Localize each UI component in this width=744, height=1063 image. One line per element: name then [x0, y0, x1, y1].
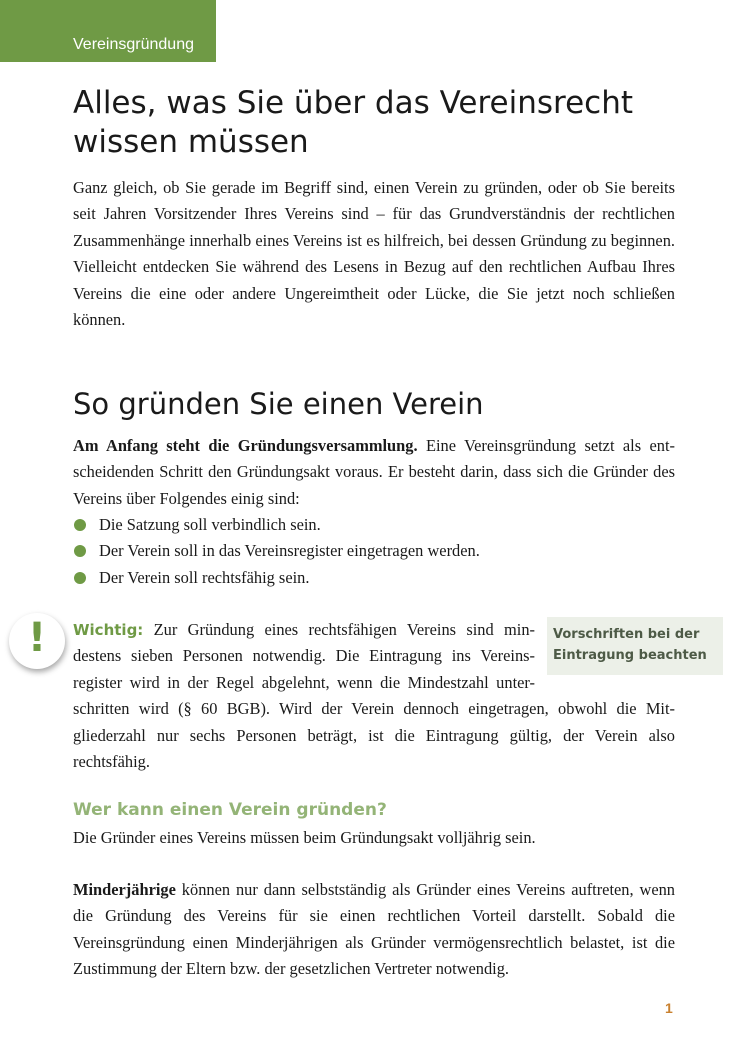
minors-paragraph	[73, 877, 675, 983]
page-title: Alles, was Sie über das Vereinsrecht wissen müssen	[73, 85, 634, 160]
bullet-dot-icon	[74, 545, 86, 557]
important-line: rechtsfähig.	[73, 752, 150, 772]
founding-lead: Am Anfang steht die Gründungsversammlung.	[73, 436, 418, 455]
important-line: schritten wird (§ 60 BGB). Wird der Verein dennoch eingetragen, obwohl die Mit-	[73, 699, 675, 719]
founders-paragraph: Die Gründer eines Vereins müssen beim Gründungsakt volljährig sein.	[73, 828, 536, 847]
list-item	[73, 565, 480, 591]
minors-lead: Minderjährige	[73, 880, 176, 899]
margin-note-line: Vorschriften bei der	[553, 627, 700, 642]
important-line: gliederzahl nur sechs Personen beträgt, ist die Eintragung gültig, der Verein also	[73, 725, 675, 745]
intro-paragraph: Ganz gleich, ob Sie gerade im Begriff sind, einen Verein zu gründen, oder ob Sie bereits seit Jahren Vorsitzender Ihres Vereins sind – für das Grundverständnis der rechtlichen Zusammenhänge innerhalb eines Vereins ist es hilfreich, bei dessen Gründung zu beginnen. Vielleicht entdecken Sie während des Lesens in Bezug auf den rechtlichen Aufbau Ihres Vereins die eine oder andere Ungereimtheit oder Lücke, die Sie jetzt noch schließen können.	[73, 178, 675, 330]
important-line: register wird in der Regel abgelehnt, wenn die Mindestzahl unter-	[73, 672, 535, 692]
list-item	[73, 538, 480, 564]
margin-note-line: Eintragung beachten	[553, 648, 707, 663]
exclamation-icon	[9, 613, 65, 669]
important-line: destens sieben Personen notwendig. Die Eintragung ins Vereins-	[73, 646, 535, 666]
list-item-text: Die Satzung soll verbindlich sein.	[99, 515, 321, 534]
minors-text: können nur dann selbstständig als Gründer eines Vereins auftreten, wenn die Gründung des Vereins für sie einen rechtlichen Vorteil darstellt. Sobald die Vereinsgründung einen Minderjährigen als Gründer vermögensrechtlich belastet, ist die Zustimmung der Eltern bzw. der gesetzlichen Vertreter notwendig.	[73, 880, 675, 979]
list-item-text: Der Verein soll in das Vereinsregister eingetragen werden.	[99, 541, 480, 561]
list-item	[73, 512, 480, 538]
important-label: Wichtig:	[73, 621, 144, 639]
founding-paragraph	[73, 433, 675, 512]
page-number: 1	[665, 1000, 673, 1016]
bullet-dot-icon	[74, 519, 86, 531]
bullet-list	[73, 512, 480, 591]
bullet-dot-icon	[74, 572, 86, 584]
list-item-text: Der Verein soll rechtsfähig sein.	[99, 567, 310, 587]
subheading: Wer kann einen Verein gründen?	[73, 800, 387, 820]
section-label: Vereinsgründung	[73, 36, 194, 53]
founding-text: Eine Vereinsgründung setzt als entscheidenden Schritt den Gründungsakt voraus. Er besteht darin, dass sich die Gründer des Vereins über Folgendes einig sind:	[73, 436, 675, 508]
important-note	[73, 617, 675, 775]
exclamation-glyph: !	[27, 615, 47, 661]
section-tab	[0, 0, 216, 62]
section-heading: So gründen Sie einen Verein	[73, 387, 484, 421]
important-line: Wichtig: Zur Gründung eines rechtsfähigen Vereins sind min-	[73, 620, 535, 639]
